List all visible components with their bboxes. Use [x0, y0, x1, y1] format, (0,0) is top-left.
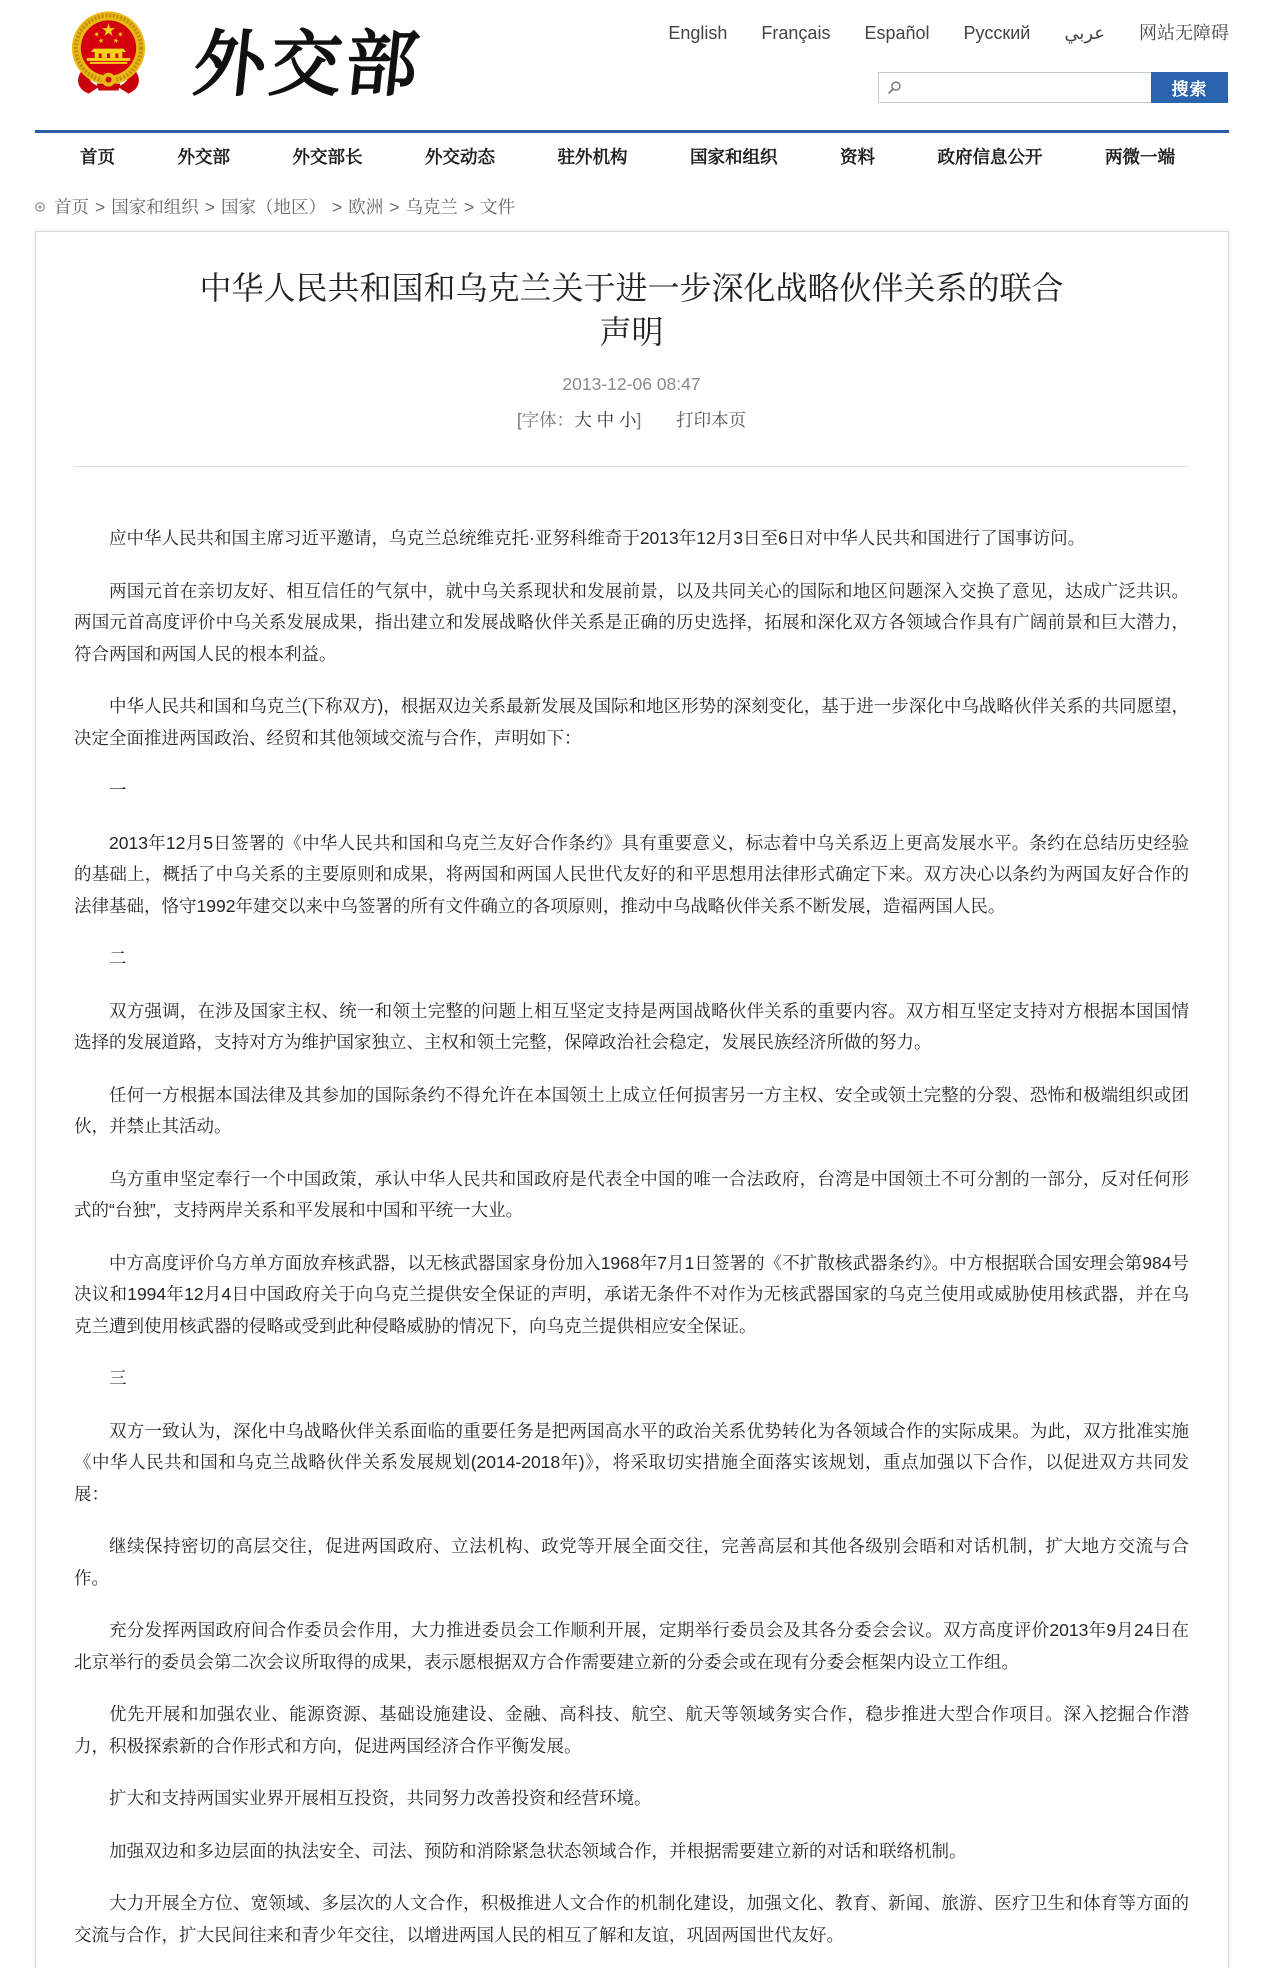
nav-item-resources[interactable]: 资料 [840, 147, 875, 167]
font-size-large-link[interactable]: 大 [574, 410, 592, 430]
article-paragraph: 2013年12月5日签署的《中华人民共和国和乌克兰友好合作条约》具有重要意义，标志着中乌关系迈上更高发展水平。条约在总结历史经验的基础上，概括了中乌关系的主要原则和成果，将两国和两国人民世代友好的和平思想用法律形式确定下来。双方决心以条约为两国友好合作的法律基础，恪守1992年建交以来中乌签署的所有文件确立的各项原则，推动中乌战略伙伴关系不断发展，造福两国人民。 [74, 832, 1189, 916]
article-paragraph: 双方一致认为，深化中乌战略伙伴关系面临的重要任务是把两国高水平的政治关系优势转化为各领域合作的实际成果。为此，双方批准实施《中华人民共和国和乌克兰战略伙伴关系发展规划(2014-2018年)》，将采取切实措施全面落实该规划，重点加强以下合作，以促进双方共同发展： [74, 1420, 1189, 1504]
breadcrumb-item-countries-organizations[interactable]: 国家和组织 [111, 197, 199, 217]
section-number: 二 [109, 948, 127, 968]
article-paragraph: 大力开展全方位、宽领域、多层次的人文合作，积极推进人文合作的机制化建设，加强文化、教育、新闻、旅游、医疗卫生和体育等方面的交流与合作，扩大民间往来和青少年交往，以增进两国人民的相互了解和友谊，巩固两国世代友好。 [74, 1893, 1189, 1945]
breadcrumb-separator: > [389, 197, 400, 217]
article-tools [74, 408, 1189, 432]
breadcrumb-item-countries-regions[interactable]: 国家（地区） [220, 197, 326, 217]
article-body [74, 523, 1189, 1951]
article-paragraph: 优先开展和加强农业、能源资源、基础设施建设、金融、高科技、航空、航天等领域务实合作，稳步推进大型合作项目。深入挖掘合作潜力，积极探索新的合作形式和方向，促进两国经济合作平衡发展。 [74, 1704, 1189, 1756]
breadcrumb-separator: > [463, 197, 475, 217]
article-container [35, 231, 1229, 1968]
breadcrumb-item-europe[interactable]: 欧洲 [348, 197, 384, 217]
nav-item-government-info[interactable]: 政府信息公开 [937, 147, 1043, 167]
article-paragraph: 充分发挥两国政府间合作委员会作用，大力推进委员会工作顺利开展，定期举行委员会及其各分委会会议。双方高度评价2013年9月24日在北京举行的委员会第二次会议所取得的成果，表示愿根据双方合作需要建立新的分委会或在现有分委会框架内设立工作组。 [74, 1620, 1189, 1672]
section-number: 一 [109, 780, 127, 800]
language-bar [668, 21, 1229, 45]
breadcrumb [35, 195, 515, 219]
article-paragraph: 任何一方根据本国法律及其参加的国际条约不得允许在本国领土上成立任何损害另一方主权、安全或领土完整的分裂、恐怖和极端组织或团伙，并禁止其活动。 [74, 1084, 1189, 1136]
search-input[interactable] [879, 73, 1151, 102]
header-divider [35, 130, 1229, 133]
article-paragraph: 中华人民共和国和乌克兰(下称双方)，根据双边关系最新发展及国际和地区形势的深刻变化，基于进一步深化中乌战略伙伴关系的共同愿望，决定全面推进两国政治、经贸和其他领域交流与合作，声明如下： [74, 696, 1189, 748]
article-divider [74, 466, 1189, 467]
article-paragraph: 乌方重申坚定奉行一个中国政策，承认中华人民共和国政府是代表全中国的唯一合法政府，台湾是中国领土不可分割的一部分，反对任何形式的“台独”，支持两岸关系和平发展和中国和平统一大业。 [74, 1168, 1189, 1220]
article-paragraph: 扩大和支持两国实业界开展相互投资，共同努力改善投资和经营环境。 [109, 1788, 652, 1808]
nav-item-missions-abroad[interactable]: 驻外机构 [557, 147, 628, 167]
breadcrumb-separator: > [95, 197, 106, 217]
lang-link-arabic[interactable]: عربي [1064, 23, 1105, 43]
nav-item-ministry[interactable]: 外交部 [177, 147, 230, 167]
article-paragraph: 双方强调，在涉及国家主权、统一和领土完整的问题上相互坚定支持是两国战略伙伴关系的重要内容。双方相互坚定支持对方根据本国国情选择的发展道路，支持对方为维护国家独立、主权和领土完整，保障政治社会稳定，发展民族经济所做的努力。 [74, 1000, 1189, 1052]
article-paragraph: 加强双边和多边层面的执法安全、司法、预防和消除紧急状态领域合作，并根据需要建立新的对话和联络机制。 [109, 1840, 967, 1861]
breadcrumb-separator: > [331, 197, 343, 217]
site-logo-link[interactable] [69, 8, 431, 120]
breadcrumb-item-documents[interactable]: 文件 [480, 197, 516, 217]
font-size-control [517, 410, 642, 430]
nav-item-home[interactable]: 首页 [80, 147, 115, 167]
main-nav [80, 143, 1175, 171]
search-box [878, 72, 1228, 103]
breadcrumb-item-home[interactable]: 首页 [54, 197, 89, 217]
article-paragraph: 两国元首在亲切友好、相互信任的气氛中，就中乌关系现状和发展前景，以及共同关心的国际和地区问题深入交换了意见，达成广泛共识。两国元首高度评价中乌关系发展成果，指出建立和发展战略伙伴关系是正确的历史选择，拓展和深化双方各领域合作具有广阔前景和巨大潜力，符合两国和两国人民的根本利益。 [74, 580, 1189, 664]
article-paragraph: 中方高度评价乌方单方面放弃核武器，以无核武器国家身份加入1968年7月1日签署的《不扩散核武器条约》。中方根据联合国安理会第984号决议和1994年12月4日中国政府关于向乌克兰提供安全保证的声明，承诺无条件不对作为无核武器国家的乌克兰使用或威胁使用核武器，并在乌克兰遭到使用核武器的侵略或受到此种侵略威胁的情况下，向乌克兰提供相应安全保证。 [74, 1252, 1189, 1336]
article-paragraph: 应中华人民共和国主席习近平邀请，乌克兰总统维克托·亚努科维奇于2013年12月3日至6日对中华人民共和国进行了国事访问。 [109, 528, 1086, 548]
nav-item-minister[interactable]: 外交部长 [292, 147, 363, 167]
national-emblem-icon [69, 10, 148, 98]
article-paragraph: 继续保持密切的高层交往，促进两国政府、立法机构、政党等开展全面交往，完善高层和其他各级别会晤和对话机制，扩大地方交流与合作。 [74, 1536, 1189, 1588]
nav-item-new-media[interactable]: 两微一端 [1105, 147, 1175, 167]
font-size-small-link[interactable]: 小 [618, 410, 637, 430]
print-page-link[interactable]: 打印本页 [676, 410, 747, 430]
font-size-label-end: ] [636, 410, 642, 430]
lang-link-spanish[interactable]: Español [864, 23, 930, 43]
breadcrumb-item-ukraine[interactable]: 乌克兰 [405, 197, 458, 217]
article-title: 中华人民共和国和乌克兰关于进一步深化战略伙伴关系的联合声明 [199, 270, 1064, 350]
font-size-label: [字体： [516, 410, 575, 430]
article-date: 2013-12-06 08:47 [562, 374, 701, 394]
lang-link-french[interactable]: Français [761, 23, 831, 43]
font-size-medium-link[interactable]: 中 [596, 410, 615, 430]
lang-link-russian[interactable]: Русский [963, 23, 1031, 43]
section-number: 三 [109, 1368, 127, 1388]
accessibility-link[interactable]: 网站无障碍 [1139, 23, 1229, 43]
nav-item-countries-organizations[interactable]: 国家和组织 [690, 147, 778, 167]
breadcrumb-separator: > [204, 197, 215, 217]
search-icon [887, 80, 902, 95]
nav-item-diplomatic-news[interactable]: 外交动态 [425, 147, 495, 167]
search-button[interactable]: 搜索 [1151, 72, 1228, 103]
search-field [878, 72, 1151, 103]
circle-dot-icon [35, 202, 45, 212]
lang-link-english[interactable]: English [668, 23, 728, 43]
site-logo-calligraphy: 外交部 [189, 21, 427, 106]
